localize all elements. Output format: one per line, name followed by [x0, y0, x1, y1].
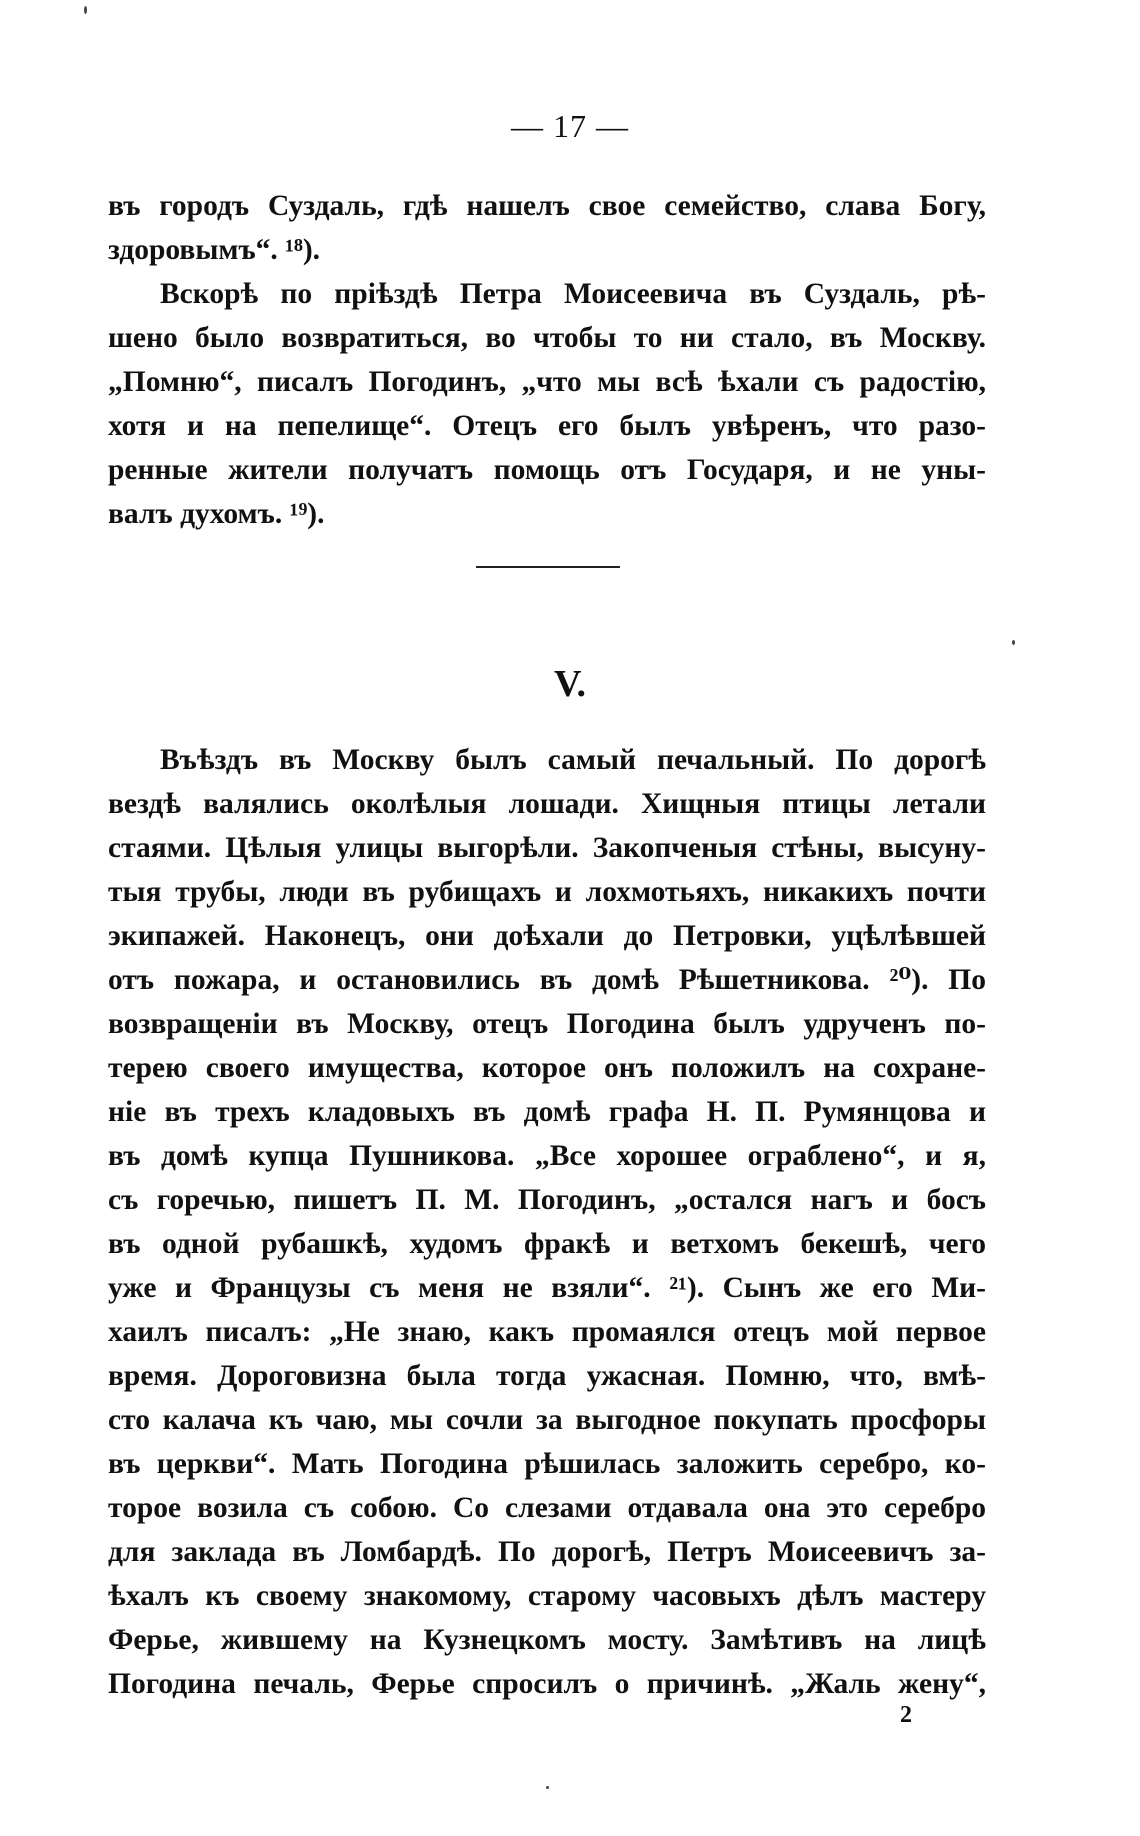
text-line: въ церкви“. Мать Погодина рѣшилась заложить серебро, ко-: [108, 1448, 986, 1480]
text-line: стаями. Цѣлыя улицы выгорѣли. Закопченыя стѣны, высуну-: [108, 832, 986, 864]
text-line: отъ пожара, и остановились въ домѣ Рѣшетникова. ²⁰). По: [108, 964, 986, 996]
chapter-heading: V.: [553, 663, 587, 705]
signature-mark: 2: [900, 1702, 912, 1728]
text-line: экипажей. Наконецъ, они доѣхали до Петровки, уцѣлѣвшей: [108, 920, 986, 952]
text-line: въ одной рубашкѣ, худомъ фракѣ и ветхомъ бекешѣ, чего: [108, 1228, 986, 1260]
scan-speck: [546, 1786, 549, 1789]
text-line: возвращеніи въ Москву, отецъ Погодина былъ удрученъ по-: [108, 1008, 986, 1040]
text-line: для заклада въ Ломбардѣ. По дорогѣ, Петръ Моисеевичъ за-: [108, 1536, 986, 1568]
text-line: тыя трубы, люди въ рубищахъ и лохмотьяхъ, никакихъ почти: [108, 876, 986, 908]
text-line: съ горечью, пишетъ П. М. Погодинъ, „остался нагъ и босъ: [108, 1184, 986, 1216]
text-line: уже и Французы съ меня не взяли“. ²¹). Сынъ же его Ми-: [108, 1272, 986, 1304]
text-line: въ домѣ купца Пушникова. „Все хорошее ограблено“, и я,: [108, 1140, 986, 1172]
scan-speck: [84, 6, 87, 14]
text-line: сто калача къ чаю, мы сочли за выгодное покупать просфоры: [108, 1404, 986, 1436]
text-line: ѣхалъ къ своему знакомому, старому часовыхъ дѣлъ мастеру: [108, 1580, 986, 1612]
text-line: ренные жители получатъ помощь отъ Государя, и не уны-: [108, 454, 986, 486]
text-line: вездѣ валялись околѣлыя лошади. Хищныя птицы летали: [108, 788, 986, 820]
text-line: Погодина печаль, Ферье спросилъ о причинѣ. „Жаль жену“,: [108, 1668, 986, 1700]
text-line: ніе въ трехъ кладовыхъ въ домѣ графа Н. П. Румянцова и: [108, 1096, 986, 1128]
text-line: терею своего имущества, которое онъ положилъ на сохране-: [108, 1052, 986, 1084]
section-divider: [476, 566, 620, 568]
text-line: здоровымъ“. ¹⁸).: [108, 234, 321, 266]
text-line: шено было возвратиться, во чтобы то ни стало, въ Москву.: [108, 322, 986, 354]
text-line: „Помню“, писалъ Погодинъ, „что мы всѣ ѣхали съ радостію,: [108, 366, 986, 398]
text-line: въ городъ Суздаль, гдѣ нашелъ свое семейство, слава Богу,: [108, 190, 986, 222]
text-line: Вскорѣ по пріѣздѣ Петра Моисеевича въ Суздаль, рѣ-: [160, 278, 986, 310]
text-line: хотя и на пепелище“. Отецъ его былъ увѣренъ, что разо-: [108, 410, 986, 442]
text-line: хаилъ писалъ: „Не знаю, какъ промаялся отецъ мой первое: [108, 1316, 986, 1348]
page-number: — 17 —: [511, 108, 629, 144]
text-line: Ферье, жившему на Кузнецкомъ мосту. Замѣтивъ на лицѣ: [108, 1624, 986, 1656]
text-line: торое возила съ собою. Со слезами отдавала она это серебро: [108, 1492, 986, 1524]
text-line: Въѣздъ въ Москву былъ самый печальный. По дорогѣ: [160, 744, 986, 776]
text-line: валъ духомъ. ¹⁹).: [108, 498, 325, 530]
scan-speck: [1012, 640, 1015, 645]
text-line: время. Дороговизна была тогда ужасная. Помню, что, вмѣ-: [108, 1360, 986, 1392]
